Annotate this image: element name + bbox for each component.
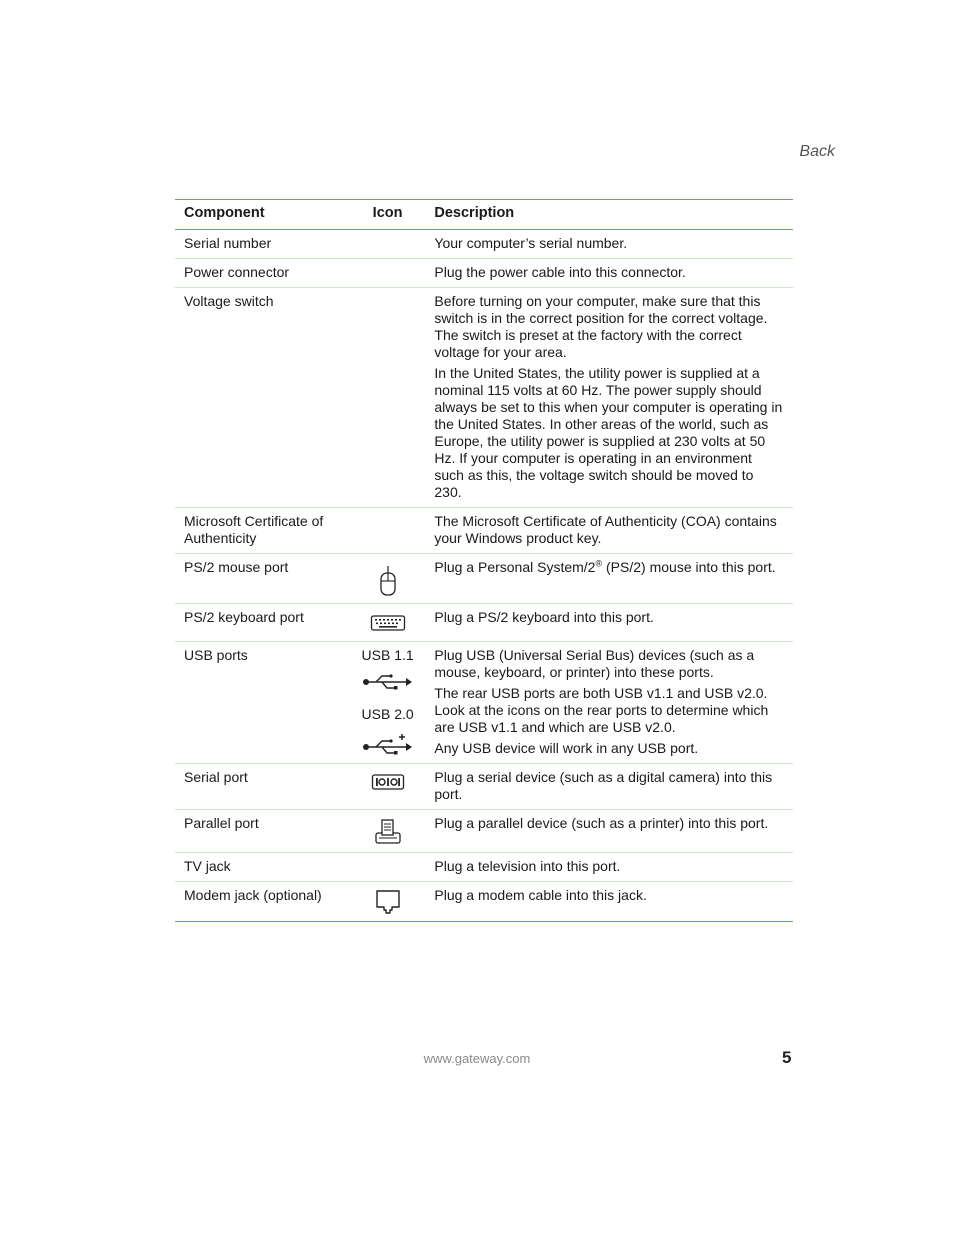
description-paragraph: Plug a parallel device (such as a printer) into this port.: [434, 815, 769, 831]
description-paragraph: Plug a modem cable into this jack.: [434, 887, 647, 903]
description-paragraph: Your computer’s serial number.: [434, 235, 628, 251]
mouse-icon: [378, 565, 398, 597]
component-table: [175, 199, 793, 922]
component-description: [425, 764, 793, 810]
component-description: [425, 882, 793, 922]
description-paragraph: Plug a PS/2 keyboard into this port.: [434, 609, 654, 625]
component-description: [425, 642, 793, 764]
registered-mark: ®: [595, 558, 603, 569]
icon-cell: [350, 554, 426, 604]
description-paragraph: The Microsoft Certificate of Authenticity (COA) contains your Windows product key.: [434, 513, 777, 546]
component-name: PS/2 mouse port: [175, 554, 350, 604]
table-row: [175, 259, 793, 288]
page-number: 5: [782, 1048, 792, 1067]
description-text: Plug a Personal System/2: [434, 559, 596, 575]
table-row: [175, 604, 793, 642]
icon-cell: [350, 764, 426, 810]
component-name: Serial number: [175, 230, 350, 259]
description-paragraph: Plug a television into this port.: [434, 858, 621, 874]
description-paragraph: Any USB device will work in any USB port.: [434, 740, 699, 756]
description-paragraph: Before turning on your computer, make sure that this switch is in the correct position for the correct voltage. The switch is preset at the factory with the correct voltage for your area.: [434, 293, 768, 360]
component-name: TV jack: [175, 853, 350, 882]
usb-version-label: USB 2.0: [361, 706, 414, 722]
component-name: Voltage switch: [175, 288, 350, 508]
table-row: [175, 810, 793, 853]
component-description: [425, 508, 793, 554]
table-row: [175, 853, 793, 882]
icon-cell: [350, 259, 426, 288]
keyboard-icon: [370, 613, 406, 633]
description-paragraph: In the United States, the utility power is supplied at a nominal 115 volts at 60 Hz. The power supply should always be set to this when your computer is operating in the United States. In other areas of the world, such as Europe, the utility power is supplied at 230 volts at 50 Hz. If your computer is operating in an environment such as this, the voltage switch should be moved to 230.: [434, 365, 783, 500]
component-description: [425, 810, 793, 853]
description-paragraph: The rear USB ports are both USB v1.1 and USB v2.0. Look at the icons on the rear ports to determine which are USB v1.1 and which are USB v2.0.: [434, 685, 769, 735]
icon-cell: [350, 853, 426, 882]
component-name: Serial port: [175, 764, 350, 810]
component-description: [425, 259, 793, 288]
printer-icon: [374, 818, 402, 846]
component-description: [425, 288, 793, 508]
table-row: [175, 230, 793, 259]
icon-cell: [350, 604, 426, 642]
component-name: Microsoft Certificate of Authenticity: [175, 508, 350, 554]
usb-icon: [362, 674, 414, 690]
table-row: [175, 642, 793, 764]
component-name: Power connector: [175, 259, 350, 288]
column-header-icon: Icon: [350, 200, 426, 230]
component-description: [425, 604, 793, 642]
table-header-row: [175, 200, 793, 230]
usb-hi-speed-icon: [362, 733, 414, 755]
component-description: [425, 853, 793, 882]
description-paragraph: Plug a serial device (such as a digital camera) into this port.: [434, 769, 773, 802]
back-link[interactable]: Back: [799, 143, 835, 160]
icon-cell: [350, 810, 426, 853]
table-row: [175, 882, 793, 922]
usb-version-label: USB 1.1: [361, 647, 414, 663]
icon-cell: [350, 642, 426, 764]
icon-cell: [350, 508, 426, 554]
table-row: [175, 288, 793, 508]
icon-cell: [350, 882, 426, 922]
component-name: Parallel port: [175, 810, 350, 853]
serial-port-icon: [371, 773, 405, 791]
description-paragraph: Plug the power cable into this connector.: [434, 264, 686, 280]
description-paragraph: Plug USB (Universal Serial Bus) devices (such as a mouse, keyboard, or printer) into these ports.: [434, 647, 755, 680]
description-text: (PS/2) mouse into this port.: [602, 559, 776, 575]
table-row: [175, 554, 793, 604]
footer-url: www.gateway.com: [423, 1051, 531, 1066]
column-header-description: Description: [425, 200, 793, 230]
icon-cell: [350, 288, 426, 508]
icon-cell: [350, 230, 426, 259]
table-row: [175, 764, 793, 810]
description-paragraph: [434, 559, 784, 576]
table-row: [175, 508, 793, 554]
component-description: [425, 230, 793, 259]
component-name: PS/2 keyboard port: [175, 604, 350, 642]
component-name: Modem jack (optional): [175, 882, 350, 922]
component-name: USB ports: [175, 642, 350, 764]
component-description: [425, 554, 793, 604]
modem-jack-icon: [375, 889, 401, 915]
column-header-component: Component: [175, 200, 350, 230]
